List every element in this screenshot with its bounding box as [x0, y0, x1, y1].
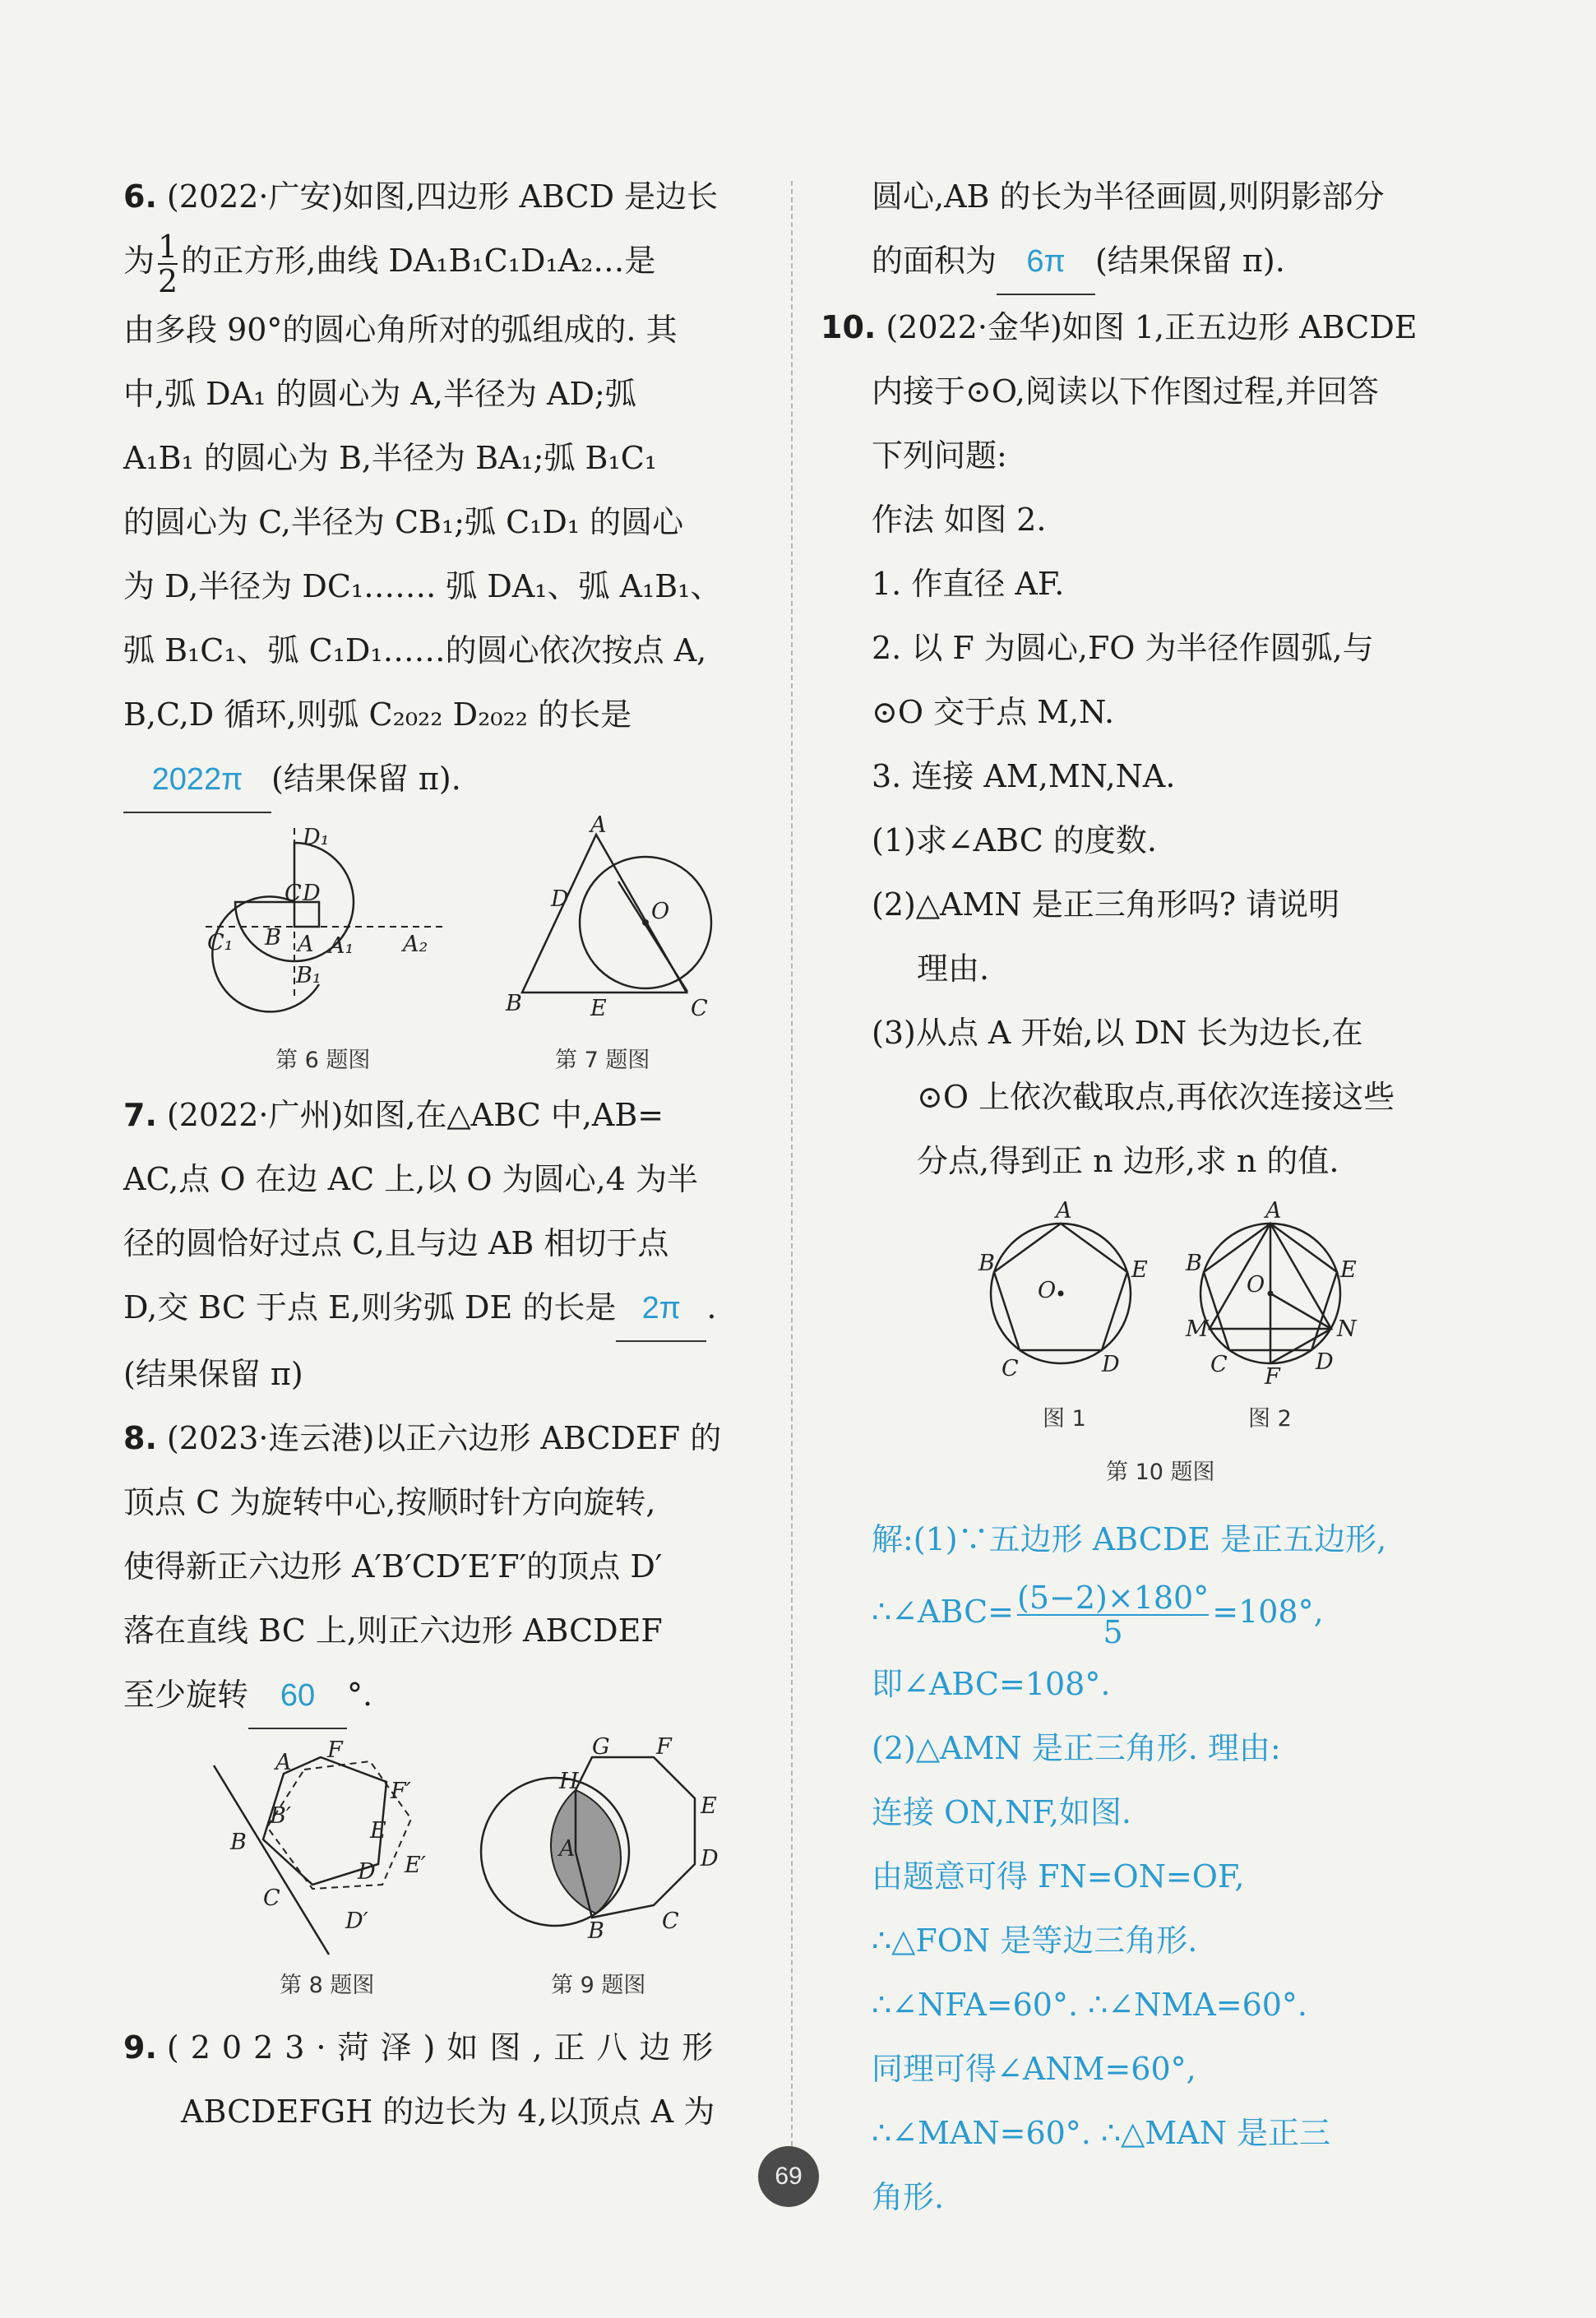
answer-blank: 6π [997, 229, 1095, 295]
figure-6 [197, 820, 444, 1037]
page-number: 69 [758, 2146, 819, 2207]
svg-text:B: B [506, 990, 522, 1016]
svg-text:C: C [1002, 1356, 1019, 1381]
question-number: 9. [123, 2029, 157, 2066]
question-10: 10. (2022·金华)如图 1,正五边形 ABCDE 内接于⊙O,阅读以下作图过程,并回答 下列问题: 作法 如图 2. 1. 作直径 AF. 2. 以 F 为圆心,FO 为半径作圆弧,与 ⊙O 交于点 M,N. 3. 连接 AM,MN,NA. (1)求∠ABC 的度数. (2)△AMN 是正三角形吗? 请说明 理由. (3)从点 A 开始,以 DN 长为边长,在 ⊙O 上依次截取点,再依次连接这些 分点,得到正 n 边形,求 n 的值. [821, 309, 1418, 1179]
figure-10-row [872, 1198, 1464, 1507]
answer-blank: 2022π [123, 747, 271, 813]
answer-blank: 60 [248, 1663, 347, 1729]
question-number: 8. [123, 1419, 157, 1456]
svg-text:A: A [275, 1749, 292, 1775]
svg-text:D: D [358, 1858, 376, 1885]
svg-text:O: O [651, 898, 670, 924]
figure-8 [206, 1737, 452, 1966]
caption-fig9: 第 9 题图 [551, 1972, 646, 1998]
svg-text:D′: D′ [345, 1908, 368, 1934]
svg-text:C₁: C₁ [207, 929, 234, 955]
caption-fig10-1: 图 1 [1043, 1406, 1086, 1432]
svg-text:E: E [590, 995, 607, 1021]
fraction: $\frac{1}{2}$ [158, 228, 178, 299]
svg-text:G: G [592, 1733, 610, 1760]
svg-text:M: M [1186, 1316, 1209, 1342]
svg-text:C: C [691, 995, 708, 1021]
label-D1: D₁ [303, 824, 330, 850]
svg-text:F: F [656, 1733, 672, 1760]
caption-fig6: 第 6 题图 [275, 1047, 371, 1073]
svg-text:B: B [588, 1918, 604, 1944]
svg-text:O: O [1247, 1272, 1265, 1298]
question-number: 10. [821, 309, 877, 345]
svg-text:B: B [265, 924, 281, 951]
column-divider [791, 181, 793, 2146]
svg-text:A: A [298, 931, 314, 957]
caption-fig10-2: 图 2 [1248, 1406, 1292, 1432]
svg-text:F′: F′ [391, 1778, 411, 1804]
svg-text:D: D [701, 1845, 719, 1872]
svg-text:A: A [590, 812, 607, 838]
svg-text:H: H [559, 1768, 579, 1794]
caption-fig10: 第 10 题图 [1106, 1460, 1215, 1485]
svg-text:A: A [1265, 1198, 1282, 1224]
figures-8-9 [123, 1733, 756, 2004]
svg-text:C: C [662, 1908, 679, 1934]
svg-text:D: D [1316, 1349, 1334, 1375]
svg-text:E: E [701, 1793, 717, 1819]
svg-text:N: N [1337, 1316, 1357, 1342]
solution: 解:(1)∵五边形 ABCDE 是正五边形, ∴∠ABC= $\frac{(5-2)\times 180^\circ}{5}$ =108°, 即∠ABC=108°. (2)△AMN 是正三角形. 理由: 连接 ON,NF,如图. 由题意可得 FN=ON=OF, ∴△FON 是等边三角形. ∴∠NFA=60°. ∴∠NMA=60°. 同理可得∠ANM=60°, ∴∠MAN=60°. ∴△MAN 是正三 角形. [872, 1521, 1387, 2215]
svg-text:D: D [551, 886, 569, 912]
svg-text:D: D [1102, 1352, 1120, 1377]
svg-text:B′: B′ [270, 1802, 291, 1829]
question-7: 7. (2022·广州)如图,在△ABC 中,AB= AC,点 O 在边 AC 上,以 O 为圆心,4 为半 径的圆恰好过点 C,且与边 AB 相切于点 D,交 BC 于点 E,则劣弧 DE 的长是 2π . (结果保留 π) [123, 1096, 717, 1392]
figure-10-2 [1184, 1198, 1373, 1395]
svg-text:D: D [303, 880, 321, 906]
svg-text:C: C [263, 1885, 280, 1911]
caption-fig8: 第 8 题图 [280, 1972, 375, 1998]
right-column [821, 164, 1464, 2229]
svg-text:B₁: B₁ [296, 962, 322, 988]
figure-9 [477, 1733, 724, 1966]
svg-text:A: A [559, 1835, 576, 1862]
svg-text:E: E [1131, 1257, 1148, 1283]
svg-text:A: A [1056, 1198, 1072, 1224]
svg-text:O: O [1038, 1278, 1057, 1303]
caption-fig7: 第 7 题图 [555, 1047, 650, 1073]
question-8: 8. (2023·连云港)以正六边形 ABCDEF 的 顶点 C 为旋转中心,按顺时针方向旋转, 使得新正六边形 A′B′CD′E′F′的顶点 D′ 落在直线 BC 上,则正六边形 ABCDEF 至少旋转 60 °. [123, 1406, 756, 1729]
svg-text:B: B [978, 1251, 995, 1276]
svg-text:B: B [230, 1829, 247, 1855]
svg-text:A₂: A₂ [403, 931, 428, 957]
figures-6-7 [123, 812, 756, 1073]
svg-text:C: C [1210, 1352, 1228, 1377]
svg-text:A₁: A₁ [329, 932, 354, 959]
answer-blank: 2π [616, 1276, 706, 1342]
figure-10-1 [978, 1198, 1148, 1395]
question-9: 9. (2023·菏泽)如图,正八边形 ABCDEFGH 的边长为 4,以顶点 A 为 [123, 2029, 725, 2130]
fraction: $\frac{(5-2)\times 180^\circ}{5}$ [1017, 1579, 1210, 1650]
svg-text:C: C [285, 880, 302, 906]
question-number: 7. [123, 1096, 157, 1133]
question-9-cont: 圆心,AB 的长为半径画圆,则阴影部分 的面积为 6π (结果保留 π). [872, 164, 1464, 295]
svg-text:F: F [327, 1737, 343, 1763]
question-number: 6. [123, 178, 157, 215]
svg-text:E: E [1340, 1257, 1357, 1283]
svg-text:E′: E′ [405, 1852, 426, 1878]
svg-text:B: B [1186, 1251, 1202, 1276]
figure-7 [493, 812, 732, 1037]
svg-text:F: F [1265, 1364, 1280, 1390]
left-column [123, 164, 756, 2144]
question-6: 6. (2022·广安)如图,四边形 ABCD 是边长 为 $\frac{1}{2}$ 的正方形,曲线 DA₁B₁C₁D₁A₂…是 由多段 90°的圆心角所对的弧组成的. 其 中,弧 DA₁ 的圆心为 A,半径为 AD;弧 A₁B₁ 的圆心为 B,半径为 BA₁;弧 B₁C₁ 的圆心为 C,半径为 CB₁;弧 C₁D₁ 的圆心 为 D,半径为 DC₁……. 弧 DA₁、弧 A₁B₁、 弧 B₁C₁、弧 C₁D₁……的圆心依次按点 A, B,C,D 循环,则弧 C₂₀₂₂ D₂₀₂₂ 的长是 2022π (结果保留 π). [123, 164, 756, 813]
svg-text:E: E [370, 1817, 386, 1844]
